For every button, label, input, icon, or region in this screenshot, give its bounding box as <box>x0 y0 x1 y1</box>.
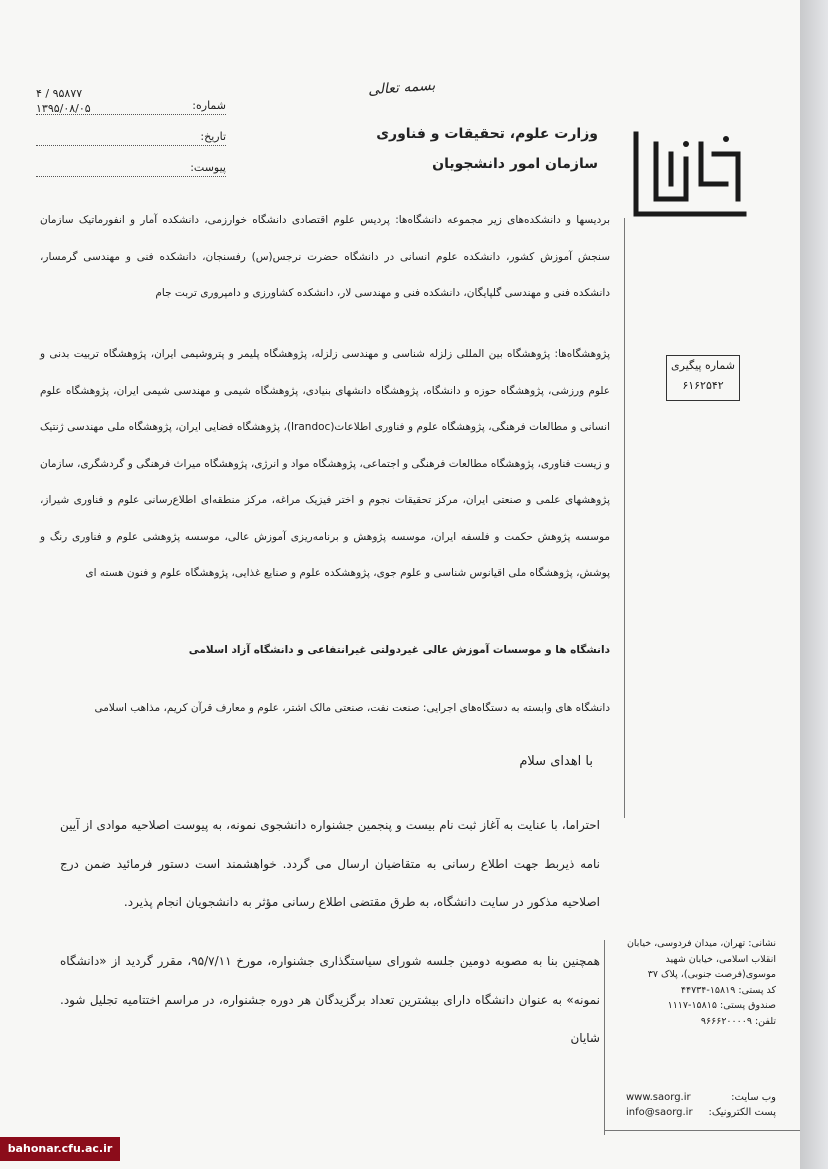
body-paragraph-1: احتراما، با عنایت به آغاز ثبت نام بیست و پنجمین جشنواره دانشجوی نمونه، به پیوست اصلاحیه موادی از آیین نامه ذیربط جهت اطلاع رسانی به متقاضیان ارسال می گردد. خواهشمند است دستور فرمائید ضمن درج اصلاحیه مذکور در سایت دانشگاه، به طرق مقتضی اطلاع رسانی مؤثر به دانشجویان انجام پذیرد. <box>60 818 600 909</box>
contact-block <box>626 936 776 1029</box>
website-label: وب سایت: <box>731 1092 776 1103</box>
logo-mark <box>626 124 750 224</box>
postal-code: کد پستی: ۱۵۸۱۹-۴۴۷۳۴ <box>680 984 776 996</box>
tracking-number: ۶۱۶۲۵۴۲ <box>682 379 724 392</box>
date-value: ۱۳۹۵/۰۸/۰۵ <box>36 102 91 115</box>
tracking-label: شماره پیگیری <box>671 359 735 372</box>
contact-divider <box>604 940 605 1135</box>
body-paragraph-2: همچنین بنا به مصوبه دومین جلسه شورای سیاستگذاری جشنواره، مورخ ۹۵/۷/۱۱، مقرر گردید از «دانشگاه نمونه» به عنوان دانشگاه دارای بیشترین تعداد برگزیدگان هر دوره جشنواره، در مراسم اختتامیه تجلیل شود. شایان <box>60 954 601 1045</box>
footer-divider <box>604 1130 800 1131</box>
attachment-row <box>36 150 226 177</box>
bismillah-heading: بسمه تعالی <box>367 77 436 99</box>
margin-divider <box>624 218 625 818</box>
phone-number: تلفن: ۹۶۶۶۲۰۰۰۰۹ <box>700 1015 776 1027</box>
tracking-box <box>666 355 740 401</box>
recipients-affiliated: دانشگاه های وابسته به دستگاه‌های اجرایی: صنعت نفت، صنعتی مالک اشتر، علوم و معارف قرآن کریم، مذاهب اسلامی <box>94 702 610 714</box>
recipients-nonprofit: دانشگاه ها و موسسات آموزش عالی غیردولتی غیرانتفاعی و دانشگاه آزاد اسلامی <box>188 644 610 656</box>
ministry-name: وزارت علوم، تحقیقات و فناوری <box>376 126 598 142</box>
web-block <box>626 1090 776 1120</box>
organization-name: سازمان امور دانشجویان <box>432 156 598 172</box>
attachment-label: پیوست: <box>190 161 226 174</box>
email-label: پست الکترونیک: <box>708 1107 776 1118</box>
po-box: صندوق پستی: ۱۵۸۱۵-۱۱۱۷ <box>667 1000 776 1011</box>
letter-meta <box>36 88 226 181</box>
address-text: نشانی: تهران، میدان فردوسی، خیابان انقلاب اسلامی، خیابان شهید موسوی(فرصت جنوبی)، پلاک ۳۷ <box>626 938 776 980</box>
greeting: با اهدای سلام <box>519 754 593 769</box>
page-edge <box>800 0 828 1169</box>
recipients-campuses: بردیسها و دانشکده‌های زیر مجموعه دانشگاه‌ها: پردیس علوم اقتصادی دانشگاه خوارزمی، دانشکده آمار و انفورماتیک سازمان سنجش آموزش کشور، دانشکده علوم انسانی در دانشگاه حضرت نرجس(س) رفسنجان، دانشکده فنی و مهندسی گرمسار، دانشکده فنی و مهندسی گلپایگان، دانشکده فنی و مهندسی لار، دانشکده کشاورزی و دامپروری تربت جام <box>40 214 610 299</box>
organization-logo <box>626 124 750 224</box>
number-label: شماره: <box>192 99 226 112</box>
number-value: ۴ / ۹۵۸۷۷ <box>36 87 83 100</box>
website-url[interactable]: www.saorg.ir <box>626 1092 691 1103</box>
watermark-badge: bahonar.cfu.ac.ir <box>0 1137 120 1161</box>
recipients-research: پژوهشگاه‌ها: پژوهشگاه بین المللی زلزله شناسی و مهندسی زلزله، پژوهشگاه پلیمر و پتروشیمی ایران، پژوهشگاه تربیت بدنی و علوم ورزشی، پژوهشگاه حوزه و دانشگاه، پژوهشگاه دانشهای بنیادی، پژوهشگاه شیمی و مهندسی شیمی ایران، پژوهشگاه علوم انسانی و مطالعات فرهنگی، پژوهشگاه علوم و فناوری اطلاعات(Irandoc)، پژوهشگاه فضایی ایران، پژوهشگاه ملی مهندسی ژنتیک و زیست فناوری، پژوهشگاه مطالعات فرهنگی و اجتماعی، پژوهشگاه مواد و انرژی، پژوهشگاه میراث فرهنگی و گردشگری، سازمان پژوهشهای علمی و صنعتی ایران، مرکز تحقیقات نجوم و اختر فیزیک مراغه، مرکز منطقه‌ای اطلاع‌رسانی علوم و فناوری شیراز، موسسه پژوهش حکمت و فلسفه ایران، موسسه پژوهش و برنامه‌ریزی آموزش عالی، موسسه پژوهشی علوم و فناوری رنگ و پوشش، پژوهشگاه ملی اقیانوس شناسی و علوم جوی، پژوهشکده علوم و صنایع غذایی، پژوهشگاه علوم و فنون هسته ای <box>40 348 610 579</box>
email-address[interactable]: info@saorg.ir <box>626 1107 693 1118</box>
date-label: تاریخ: <box>200 130 226 143</box>
